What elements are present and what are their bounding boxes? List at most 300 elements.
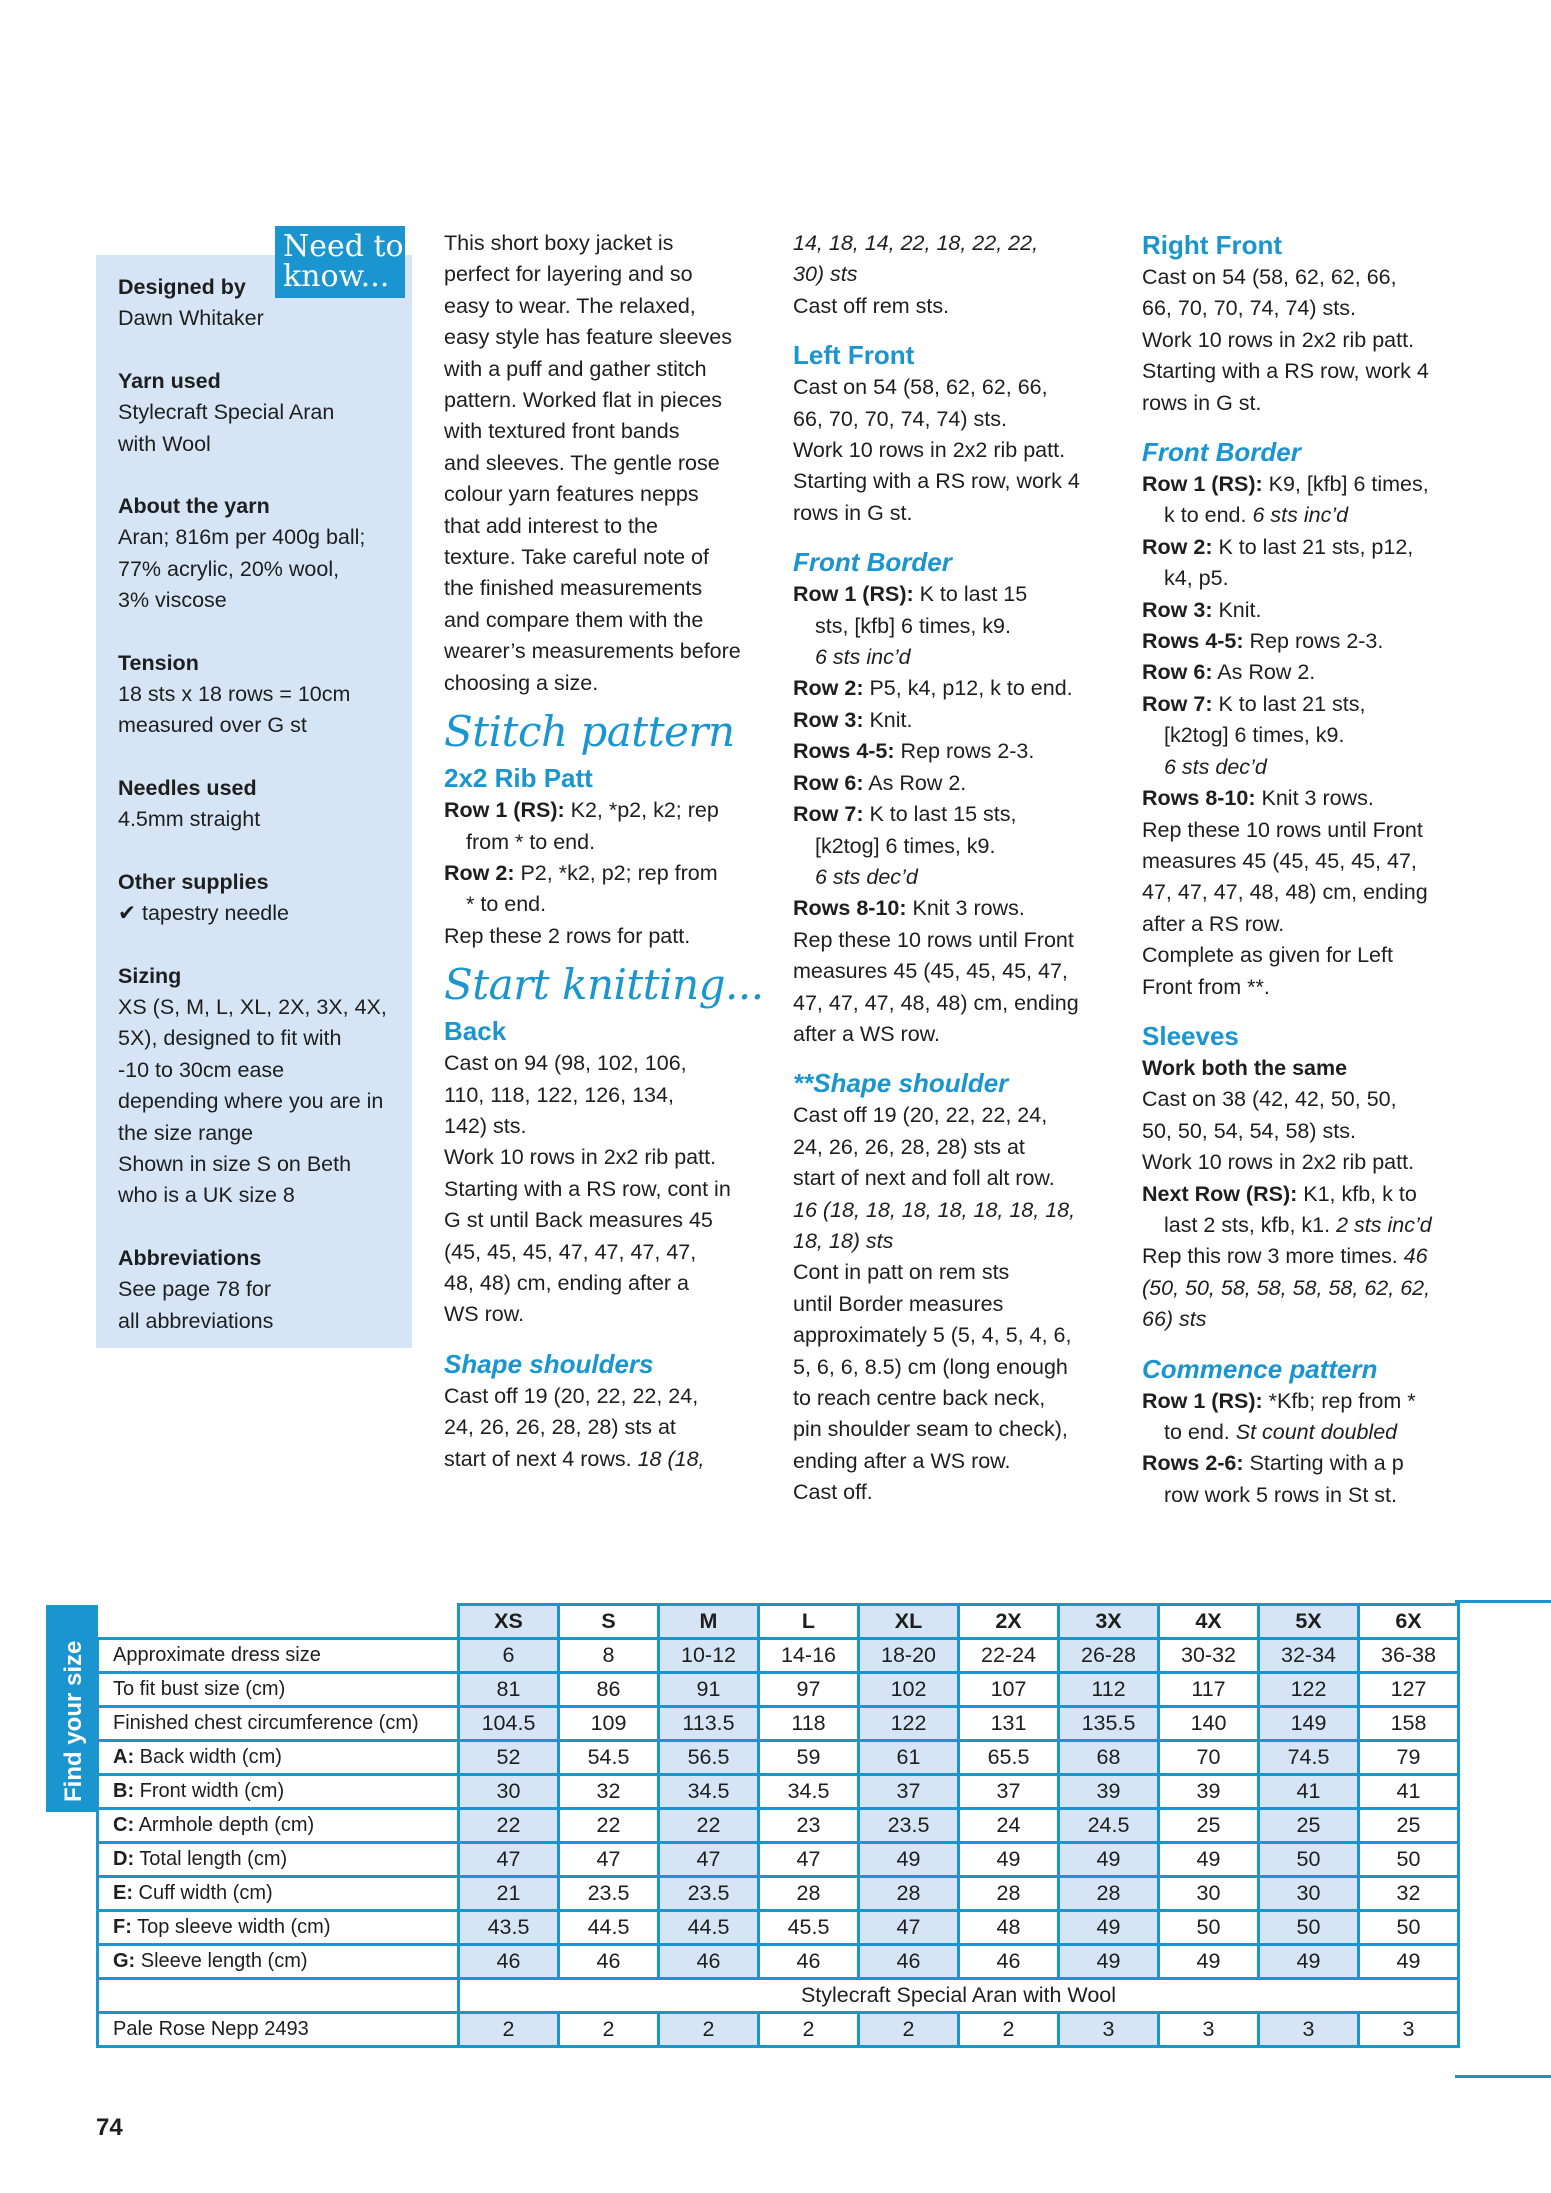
start-knitting-heading: Start knitting...: [444, 960, 764, 1010]
need-to-know-title-1: Need to: [283, 229, 404, 264]
value-cell: 122: [1259, 1673, 1359, 1707]
yarn-row: [98, 2013, 1459, 2047]
value-cell: 49: [859, 1843, 959, 1877]
value-cell: 46: [959, 1945, 1059, 1979]
back-continued: [793, 228, 1123, 291]
value-cell: 39: [1059, 1775, 1159, 1809]
yarn-heading: Stylecraft Special Aran with Wool: [459, 1979, 1459, 2013]
value-cell: 46: [559, 1945, 659, 1979]
value-cell: 34.5: [759, 1775, 859, 1809]
value-cell: 21: [459, 1877, 559, 1911]
blank-cell: [98, 1979, 459, 2013]
info-section: [118, 648, 412, 742]
rib-repeat: Rep these 2 rows for patt.: [444, 923, 691, 948]
rf-row-2: Row 2: K to last 21 sts, p12,: [1142, 534, 1414, 559]
value-cell: 18-20: [859, 1639, 959, 1673]
text-line: (50, 50, 58, 58, 58, 58, 62, 62,: [1142, 1275, 1431, 1300]
value-cell: 14-16: [759, 1639, 859, 1673]
value-cell: 22-24: [959, 1639, 1059, 1673]
find-your-size-label: Find your size: [60, 1640, 87, 1802]
value-cell: 49: [1059, 1911, 1159, 1945]
text-line: easy style has feature sleeves: [444, 325, 733, 350]
value-cell: 49: [1359, 1945, 1459, 1979]
info-label: Sizing: [118, 963, 182, 988]
value-cell: 47: [559, 1843, 659, 1877]
row-label-text: Finished chest circumference (cm): [113, 1712, 419, 1734]
value-cell: 56.5: [659, 1741, 759, 1775]
text-line: 66, 70, 70, 74, 74) sts.: [1142, 296, 1356, 321]
text-line: Starting with a RS row, cont in: [444, 1176, 731, 1201]
text-line: 24, 26, 26, 28, 28) sts at: [444, 1415, 676, 1440]
value-cell: 39: [1159, 1775, 1259, 1809]
cp-row-1: Row 1 (RS): *Kfb; rep from *: [1142, 1388, 1416, 1413]
info-label: Other supplies: [118, 869, 269, 894]
value-cell: 52: [459, 1741, 559, 1775]
cp-rows-2-6: Rows 2-6: Starting with a p: [1142, 1451, 1404, 1476]
value-cell: 23.5: [559, 1877, 659, 1911]
value-cell: 46: [759, 1945, 859, 1979]
value-cell: 46: [659, 1945, 759, 1979]
shape-shoulder-heading: **Shape shoulder: [793, 1068, 1009, 1099]
value-cell: 50: [1359, 1911, 1459, 1945]
value-cell: 112: [1059, 1673, 1159, 1707]
value-cell: 36-38: [1359, 1639, 1459, 1673]
value-cell: 102: [859, 1673, 959, 1707]
value-cell: 30: [1259, 1877, 1359, 1911]
need-to-know-badge: [275, 226, 405, 298]
info-value: depending where you are in: [118, 1089, 384, 1114]
row-label: [98, 1809, 459, 1843]
text-line: 16 (18, 18, 18, 18, 18, 18, 18,: [793, 1197, 1076, 1222]
row-label-text: Back width (cm): [134, 1746, 282, 1768]
row-label-letter: D:: [113, 1848, 135, 1870]
size-header: 2X: [959, 1605, 1059, 1639]
rf-rows-4-5: Rows 4-5: Rep rows 2-3.: [1142, 629, 1384, 654]
left-front-heading: Left Front: [793, 340, 915, 371]
table-row: [98, 1945, 1459, 1979]
text-line: Work 10 rows in 2x2 rib patt.: [1142, 327, 1415, 352]
rep-3-count: [1142, 1273, 1487, 1336]
table-row: [98, 1673, 1459, 1707]
text-line: 24, 26, 26, 28, 28) sts at: [793, 1134, 1025, 1159]
value-cell: 23.5: [659, 1877, 759, 1911]
text-line: (45, 45, 45, 47, 47, 47, 47,: [444, 1239, 697, 1264]
need-to-know-panel: [96, 255, 412, 1348]
table-header-row: [98, 1605, 1459, 1639]
rib-patt-heading: 2x2 Rib Patt: [444, 763, 593, 794]
info-label: Yarn used: [118, 368, 221, 393]
info-value: Dawn Whitaker: [118, 306, 264, 331]
text-line: that add interest to the: [444, 513, 658, 538]
text-line: Front from **.: [1142, 974, 1270, 999]
value-cell: 32: [1359, 1877, 1459, 1911]
info-label: About the yarn: [118, 494, 270, 519]
text-line: Complete as given for Left: [1142, 943, 1393, 968]
info-value: the size range: [118, 1120, 254, 1145]
yarn-value: 3: [1159, 2013, 1259, 2047]
text-line: 66) sts: [1142, 1307, 1207, 1332]
info-value: ✔ tapestry needle: [118, 901, 290, 926]
value-cell: 54.5: [559, 1741, 659, 1775]
text-line: rows in G st.: [1142, 390, 1262, 415]
rf-row-2-cont: k4, p5.: [1164, 566, 1229, 591]
table-row: [98, 1877, 1459, 1911]
rib-row-1-cont: from * to end.: [466, 829, 596, 854]
value-cell: 70: [1159, 1741, 1259, 1775]
info-value: 4.5mm straight: [118, 807, 261, 832]
info-section: [118, 961, 412, 1212]
need-to-know-title-2: know...: [283, 259, 390, 294]
text-line: and sleeves. The gentle rose: [444, 450, 720, 475]
text-line: Work 10 rows in 2x2 rib patt.: [1142, 1150, 1415, 1175]
row-label-text: Front width (cm): [134, 1780, 285, 1802]
value-cell: 104.5: [459, 1707, 559, 1741]
row-label-letter: A:: [113, 1746, 135, 1768]
info-section: [118, 1243, 412, 1337]
value-cell: 25: [1159, 1809, 1259, 1843]
shape-shoulders-heading: Shape shoulders: [444, 1348, 654, 1379]
size-header: 3X: [1059, 1605, 1159, 1639]
yarn-heading-row: [98, 1979, 1459, 2013]
value-cell: 45.5: [759, 1911, 859, 1945]
column-3: [1142, 228, 1487, 1511]
value-cell: 22: [659, 1809, 759, 1843]
text-line: Cast off.: [793, 1480, 873, 1505]
text-line: pattern. Worked flat in pieces: [444, 388, 723, 413]
value-cell: 117: [1159, 1673, 1259, 1707]
rf-row-3: Row 3: Knit.: [1142, 597, 1262, 622]
text-line: the finished measurements: [444, 576, 703, 601]
yarn-value: 2: [759, 2013, 859, 2047]
value-cell: 127: [1359, 1673, 1459, 1707]
value-cell: 79: [1359, 1741, 1459, 1775]
rep-3-more: Rep this row 3 more times. 46: [1142, 1244, 1428, 1269]
value-cell: 47: [459, 1843, 559, 1877]
value-cell: 49: [1159, 1945, 1259, 1979]
text-line: Cast off 19 (20, 22, 22, 24,: [793, 1103, 1048, 1128]
value-cell: 30-32: [1159, 1639, 1259, 1673]
value-cell: 28: [759, 1877, 859, 1911]
rib-row-1: Row 1 (RS): K2, *p2, k2; rep: [444, 798, 719, 823]
yarn-value: 2: [559, 2013, 659, 2047]
row-label: [98, 1775, 459, 1809]
value-cell: 50: [1259, 1911, 1359, 1945]
table-row: [98, 1911, 1459, 1945]
table-row: [98, 1843, 1459, 1877]
row-label: [98, 1639, 459, 1673]
rib-row-2-cont: * to end.: [466, 892, 547, 917]
value-cell: 34.5: [659, 1775, 759, 1809]
yarn-value: 2: [859, 2013, 959, 2047]
value-cell: 32-34: [1259, 1639, 1359, 1673]
value-cell: 61: [859, 1741, 959, 1775]
lf-row-2: Row 2: P5, k4, p12, k to end.: [793, 676, 1073, 701]
value-cell: 50: [1159, 1911, 1259, 1945]
rf-row-6: Row 6: As Row 2.: [1142, 660, 1316, 685]
value-cell: 44.5: [559, 1911, 659, 1945]
table-row: [98, 1775, 1459, 1809]
info-value: XS (S, M, L, XL, 2X, 3X, 4X,: [118, 994, 387, 1019]
text-line: start of next and foll alt row.: [793, 1166, 1055, 1191]
info-label: Abbreviations: [118, 1245, 262, 1270]
value-cell: 28: [1059, 1877, 1159, 1911]
text-line: 5, 6, 6, 8.5) cm (long enough: [793, 1354, 1068, 1379]
yarn-value: 2: [459, 2013, 559, 2047]
value-cell: 97: [759, 1673, 859, 1707]
value-cell: 41: [1259, 1775, 1359, 1809]
value-cell: 47: [659, 1843, 759, 1877]
size-header: 6X: [1359, 1605, 1459, 1639]
page-number: 74: [96, 2114, 123, 2141]
row-label-text: To fit bust size (cm): [113, 1678, 286, 1700]
rf-rows-8-10: Rows 8-10: Knit 3 rows.: [1142, 786, 1374, 811]
value-cell: 50: [1259, 1843, 1359, 1877]
info-value: 3% viscose: [118, 588, 227, 613]
row-label: [98, 1911, 459, 1945]
yarn-value: 2: [659, 2013, 759, 2047]
value-cell: 158: [1359, 1707, 1459, 1741]
row-label: [98, 1707, 459, 1741]
yarn-value: 2: [959, 2013, 1059, 2047]
yarn-value: 3: [1059, 2013, 1159, 2047]
text-line: Rep these 10 rows until Front: [1142, 817, 1423, 842]
value-cell: 10-12: [659, 1639, 759, 1673]
value-cell: 86: [559, 1673, 659, 1707]
rf-front-border-heading: Front Border: [1142, 437, 1301, 468]
info-label: Tension: [118, 650, 199, 675]
size-header: M: [659, 1605, 759, 1639]
info-section: [118, 773, 412, 836]
right-front-instructions: [1142, 262, 1487, 419]
row-label-text: Cuff width (cm): [133, 1882, 273, 1904]
info-section: [118, 867, 412, 930]
value-cell: 107: [959, 1673, 1059, 1707]
value-cell: 109: [559, 1707, 659, 1741]
info-value: Shown in size S on Beth: [118, 1151, 352, 1176]
value-cell: 122: [859, 1707, 959, 1741]
info-label: Designed by: [118, 275, 246, 299]
value-cell: 49: [1259, 1945, 1359, 1979]
value-cell: 140: [1159, 1707, 1259, 1741]
stitch-pattern-heading: Stitch pattern: [444, 707, 735, 757]
text-line: measures 45 (45, 45, 45, 47,: [1142, 848, 1417, 873]
text-line: choosing a size.: [444, 670, 599, 695]
cast-off-rem: Cast off rem sts.: [793, 293, 950, 318]
text-line: Cast on 38 (42, 42, 50, 50,: [1142, 1087, 1397, 1112]
value-cell: 68: [1059, 1741, 1159, 1775]
value-cell: 135.5: [1059, 1707, 1159, 1741]
size-header: S: [559, 1605, 659, 1639]
info-value: 18 sts x 18 rows = 10cm: [118, 682, 351, 707]
rf-row-1: Row 1 (RS): K9, [kfb] 6 times,: [1142, 472, 1429, 497]
info-value: Stylecraft Special Aran: [118, 400, 335, 425]
row-label-text: Sleeve length (cm): [135, 1950, 308, 1972]
row-label: [98, 1843, 459, 1877]
text-line: Cast on 94 (98, 102, 106,: [444, 1051, 687, 1076]
value-cell: 26-28: [1059, 1639, 1159, 1673]
row-label-letter: C:: [113, 1814, 135, 1836]
value-cell: 46: [459, 1945, 559, 1979]
info-value: Aran; 816m per 400g ball;: [118, 525, 366, 550]
cp-rows-2-6-cont: row work 5 rows in St st.: [1164, 1482, 1397, 1507]
shape-last-line: start of next 4 rows. 18 (18,: [444, 1446, 705, 1471]
table-row: [98, 1741, 1459, 1775]
row-label: [98, 1877, 459, 1911]
front-border-heading: Front Border: [793, 547, 952, 578]
row-label: [98, 1741, 459, 1775]
shape-shoulder-rest: [793, 1257, 1123, 1508]
value-cell: 30: [459, 1775, 559, 1809]
row-label-letter: F:: [113, 1916, 132, 1938]
text-line: Work 10 rows in 2x2 rib patt.: [444, 1145, 717, 1170]
rf-row-7-cont: [k2tog] 6 times, k9.: [1164, 723, 1345, 748]
shape-shoulder-instructions: [793, 1100, 1123, 1194]
value-cell: 49: [1159, 1843, 1259, 1877]
text-line: 30) sts: [793, 262, 858, 287]
right-front-heading: Right Front: [1142, 230, 1283, 260]
info-value: 77% acrylic, 20% wool,: [118, 556, 340, 581]
lf-repeat: [793, 925, 1123, 1051]
text-line: This short boxy jacket is: [444, 231, 674, 255]
text-line: 47, 47, 47, 48, 48) cm, ending: [1142, 880, 1428, 905]
text-line: perfect for layering and so: [444, 262, 693, 287]
size-table: [96, 1603, 1460, 2048]
text-line: to reach centre back neck,: [793, 1386, 1046, 1410]
text-line: Cast on 54 (58, 62, 62, 66,: [793, 375, 1048, 400]
lf-row-7-note: 6 sts dec’d: [815, 864, 918, 889]
find-your-size-tab: [46, 1605, 98, 1812]
lf-rows-4-5: Rows 4-5: Rep rows 2-3.: [793, 739, 1035, 764]
info-label: Needles used: [118, 775, 257, 800]
value-cell: 43.5: [459, 1911, 559, 1945]
lf-row-1: Row 1 (RS): K to last 15: [793, 582, 1028, 607]
info-section: [118, 366, 412, 460]
text-line: colour yarn features nepps: [444, 482, 699, 507]
sleeves-instructions: [1142, 1084, 1487, 1178]
text-line: Starting with a RS row, work 4: [793, 469, 1080, 494]
size-header: 4X: [1159, 1605, 1259, 1639]
yarn-value: 3: [1259, 2013, 1359, 2047]
table-row: [98, 1707, 1459, 1741]
text-line: Cast on 54 (58, 62, 62, 66,: [1142, 265, 1397, 289]
text-line: measures 45 (45, 45, 45, 47,: [793, 959, 1068, 984]
text-line: approximately 5 (5, 4, 5, 4, 6,: [793, 1323, 1072, 1348]
text-line: 66, 70, 70, 74, 74) sts.: [793, 406, 1007, 431]
value-cell: 131: [959, 1707, 1059, 1741]
value-cell: 28: [859, 1877, 959, 1911]
text-line: 50, 50, 54, 54, 58) sts.: [1142, 1118, 1356, 1143]
row-label: [98, 1673, 459, 1707]
value-cell: 32: [559, 1775, 659, 1809]
text-line: with a puff and gather stitch: [444, 356, 707, 381]
column-1: [444, 228, 774, 1475]
value-cell: 37: [859, 1775, 959, 1809]
text-line: Rep these 10 rows until Front: [793, 927, 1074, 952]
value-cell: 49: [959, 1843, 1059, 1877]
value-cell: 48: [959, 1911, 1059, 1945]
next-row-cont: last 2 sts, kfb, k1. 2 sts inc’d: [1164, 1212, 1432, 1237]
table-top-rule: [1455, 1600, 1551, 1603]
text-line: until Border measures: [793, 1291, 1004, 1316]
row-label-text: Approximate dress size: [113, 1644, 321, 1666]
row-label-text: Total length (cm): [134, 1848, 288, 1870]
value-cell: 24.5: [1059, 1809, 1159, 1843]
lf-row-1-note: 6 sts inc’d: [815, 645, 911, 670]
value-cell: 25: [1359, 1809, 1459, 1843]
text-line: 48, 48) cm, ending after a: [444, 1270, 690, 1295]
rf-repeat: [1142, 815, 1487, 1003]
value-cell: 81: [459, 1673, 559, 1707]
value-cell: 6: [459, 1639, 559, 1673]
row-label: [98, 1945, 459, 1979]
text-line: wearer’s measurements before: [444, 639, 741, 664]
value-cell: 59: [759, 1741, 859, 1775]
text-line: 47, 47, 47, 48, 48) cm, ending: [793, 990, 1079, 1015]
lf-row-7-cont: [k2tog] 6 times, k9.: [815, 833, 996, 858]
info-value: See page 78 for: [118, 1277, 272, 1302]
column-2: [793, 228, 1123, 1509]
value-cell: 8: [559, 1639, 659, 1673]
left-front-instructions: [793, 372, 1123, 529]
table-row: [98, 1639, 1459, 1673]
cp-row-1-cont: to end. St count doubled: [1164, 1420, 1398, 1444]
info-value: 5X), designed to fit with: [118, 1026, 342, 1051]
size-header: XL: [859, 1605, 959, 1639]
info-value: with Wool: [118, 431, 211, 456]
value-cell: 49: [1059, 1945, 1159, 1979]
value-cell: 49: [1059, 1843, 1159, 1877]
value-cell: 46: [859, 1945, 959, 1979]
back-instructions: [444, 1048, 774, 1331]
value-cell: 41: [1359, 1775, 1459, 1809]
value-cell: 113.5: [659, 1707, 759, 1741]
shape-shoulders-instructions: [444, 1381, 774, 1444]
text-line: pin shoulder seam to check),: [793, 1417, 1068, 1442]
value-cell: 74.5: [1259, 1741, 1359, 1775]
value-cell: 22: [459, 1809, 559, 1843]
value-cell: 23.5: [859, 1809, 959, 1843]
value-cell: 50: [1359, 1843, 1459, 1877]
row-label-letter: B:: [113, 1780, 135, 1802]
lf-rows-8-10: Rows 8-10: Knit 3 rows.: [793, 896, 1025, 921]
rib-row-2: Row 2: P2, *k2, p2; rep from: [444, 860, 718, 885]
text-line: 14, 18, 14, 22, 18, 22, 22,: [793, 231, 1039, 255]
value-cell: 91: [659, 1673, 759, 1707]
rf-row-7-note: 6 sts dec’d: [1164, 754, 1267, 779]
commence-pattern-heading: Commence pattern: [1142, 1353, 1378, 1384]
next-row: Next Row (RS): K1, kfb, k to: [1142, 1181, 1417, 1206]
value-cell: 30: [1159, 1877, 1259, 1911]
text-line: Cast off 19 (20, 22, 22, 24,: [444, 1383, 699, 1408]
value-cell: 65.5: [959, 1741, 1059, 1775]
text-line: easy to wear. The relaxed,: [444, 293, 696, 318]
lf-row-6: Row 6: As Row 2.: [793, 770, 967, 795]
row-label-text: Armhole depth (cm): [134, 1814, 315, 1836]
info-value: who is a UK size 8: [118, 1183, 295, 1208]
text-line: 142) sts.: [444, 1113, 527, 1138]
text-line: 110, 118, 122, 126, 134,: [444, 1082, 674, 1107]
text-line: 18, 18) sts: [793, 1228, 894, 1253]
sleeves-subheading: Work both the same: [1142, 1055, 1348, 1080]
text-line: and compare them with the: [444, 607, 704, 632]
table-bottom-rule: [1455, 2075, 1551, 2078]
value-cell: 47: [859, 1911, 959, 1945]
value-cell: 47: [759, 1843, 859, 1877]
table-corner: [98, 1605, 459, 1639]
text-line: with textured front bands: [444, 419, 680, 444]
text-line: ending after a WS row.: [793, 1448, 1011, 1473]
yarn-label: Pale Rose Nepp 2493: [98, 2013, 459, 2047]
